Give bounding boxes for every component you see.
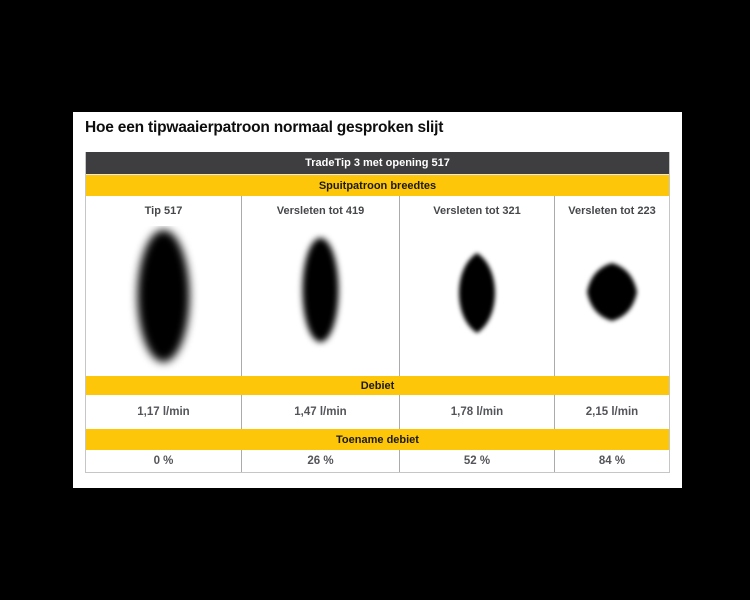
spray-pattern-ellipse-large-icon (86, 226, 241, 376)
table-header-label: TradeTip 3 met opening 517 (305, 157, 450, 169)
spray-pattern-worn-223 (554, 226, 669, 376)
section-bar-debiet (86, 376, 669, 395)
section-bar-spuitpatroon-breedtes (86, 175, 669, 196)
spray-pattern-new-tip-517 (86, 226, 241, 376)
section-label-toename-debiet: Toename debiet (336, 433, 419, 446)
column-header-versleten-321: Versleten tot 321 (399, 196, 554, 226)
spray-pattern-worn-419 (241, 226, 399, 376)
debiet-value-versleten-419: 1,47 l/min (241, 395, 399, 429)
column-header-versleten-223: Versleten tot 223 (554, 196, 669, 226)
wear-pattern-table (85, 152, 670, 473)
spray-pattern-diamond-icon (555, 226, 669, 376)
toename-value-tip-517: 0 % (86, 450, 241, 472)
section-bar-toename-debiet (86, 429, 669, 450)
spray-pattern-lens-icon (400, 226, 554, 376)
toename-value-versleten-321: 52 % (399, 450, 554, 472)
debiet-value-versleten-321: 1,78 l/min (399, 395, 554, 429)
toename-value-versleten-419: 26 % (241, 450, 399, 472)
toename-value-versleten-223: 84 % (554, 450, 669, 472)
content-panel (73, 112, 682, 488)
column-header-versleten-419: Versleten tot 419 (241, 196, 399, 226)
debiet-value-versleten-223: 2,15 l/min (554, 395, 669, 429)
page-title: Hoe een tipwaaierpatroon normaal gesproken slijt (85, 119, 444, 136)
spray-pattern-worn-321 (399, 226, 554, 376)
debiet-value-tip-517: 1,17 l/min (86, 395, 241, 429)
column-header-tip-517: Tip 517 (86, 196, 241, 226)
section-label-debiet: Debiet (360, 379, 395, 392)
section-label-spuitpatroon-breedtes: Spuitpatroon breedtes (318, 179, 437, 192)
table-header-bar (86, 152, 669, 175)
spray-pattern-ellipse-medium-icon (242, 226, 399, 376)
